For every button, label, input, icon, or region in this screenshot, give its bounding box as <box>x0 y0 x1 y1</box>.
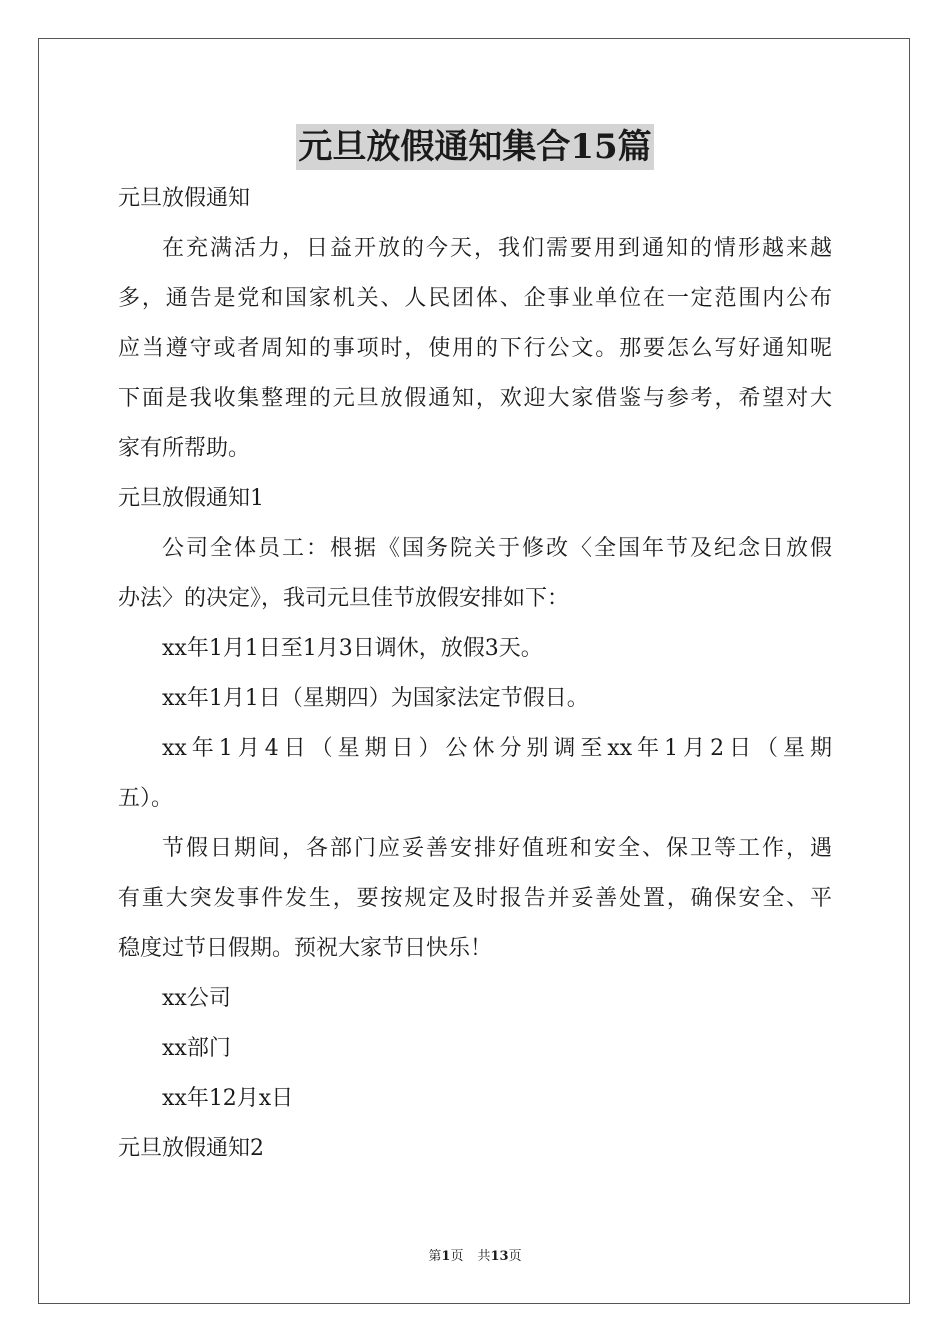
signature-department: xx部门 <box>162 1036 231 1061</box>
paragraph-line: 多，通告是党和国家机关、人民团体、企事业单位在一定范围内公布 <box>118 286 832 311</box>
section-heading: 元旦放假通知1 <box>118 486 264 511</box>
paragraph-line: 有重大突发事件发生，要按规定及时报告并妥善处置，确保安全、平 <box>118 886 832 911</box>
paragraph-line: xx年1月1日（星期四）为国家法定节假日。 <box>162 686 589 711</box>
paragraph-line: 在充满活力，日益开放的今天，我们需要用到通知的情形越来越 <box>162 236 832 261</box>
section-heading: 元旦放假通知 <box>118 186 251 211</box>
section-heading: 元旦放假通知2 <box>118 1136 264 1161</box>
footer-page-prefix: 第 <box>428 1249 442 1264</box>
document-title: 元旦放假通知集合15篇 <box>296 124 653 170</box>
paragraph-line: 稳度过节日假期。预祝大家节日快乐！ <box>118 936 493 961</box>
signature-date: xx年12月x日 <box>162 1086 294 1111</box>
paragraph-line: 五）。 <box>118 786 174 811</box>
paragraph-line: 公司全体员工：根据《国务院关于修改〈全国年节及纪念日放假 <box>162 536 832 561</box>
title-area <box>0 124 950 170</box>
paragraph-line: 办法〉的决定》，我司元旦佳节放假安排如下： <box>118 586 570 611</box>
page-border <box>38 38 910 1304</box>
paragraph-line: xx年1月1日至1月3日调休，放假3天。 <box>162 636 543 661</box>
footer-total-prefix: 共 <box>477 1249 491 1264</box>
page-footer <box>0 1248 950 1266</box>
paragraph-line: 应当遵守或者周知的事项时，使用的下行公文。那要怎么写好通知呢 <box>118 336 832 361</box>
paragraph-line: 节假日期间，各部门应妥善安排好值班和安全、保卫等工作，遇 <box>162 836 832 861</box>
signature-company: xx公司 <box>162 986 231 1011</box>
footer-page-label: 页 <box>450 1249 464 1264</box>
footer-page-number: 1 <box>441 1249 451 1264</box>
paragraph-line: 下面是我收集整理的元旦放假通知，欢迎大家借鉴与参考，希望对大 <box>118 386 832 411</box>
footer-total-pages: 13 <box>490 1249 509 1264</box>
footer-total-label: 页 <box>508 1249 522 1264</box>
paragraph-line: xx年1月4日（星期日）公休分别调至xx年1月2日（星期 <box>162 736 832 761</box>
paragraph-line: 家有所帮助。 <box>118 436 251 461</box>
